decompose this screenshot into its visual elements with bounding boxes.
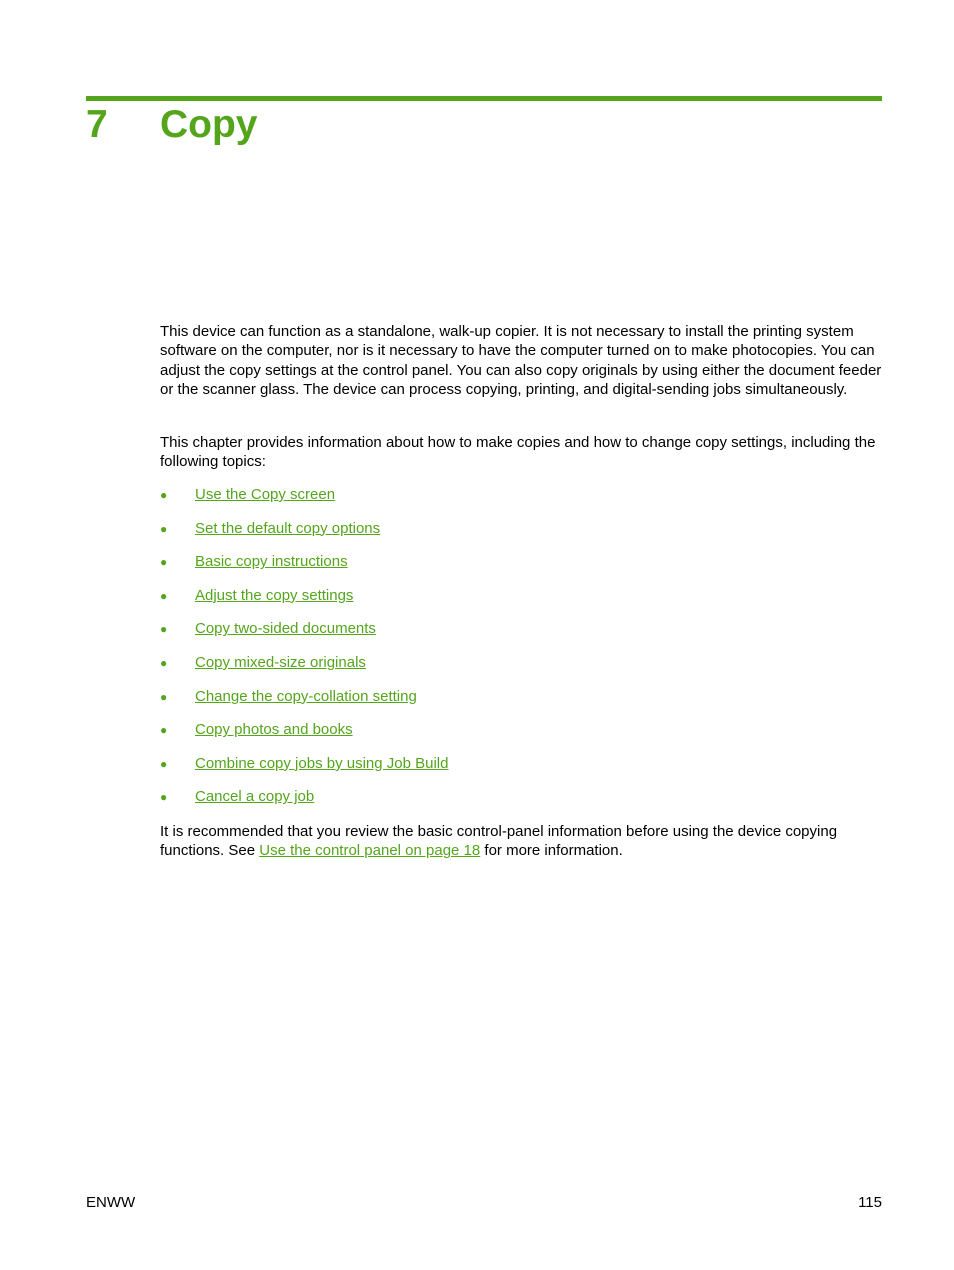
topic-link-adjust-copy-settings[interactable]: Adjust the copy settings	[195, 586, 354, 604]
intro-paragraph-2: This chapter provides information about how to make copies and how to change copy settings, including the following topics:	[160, 434, 876, 471]
bullet-icon: ●	[160, 790, 168, 805]
bullet-icon: ●	[160, 622, 168, 637]
bullet-icon: ●	[160, 756, 168, 771]
bullet-icon: ●	[160, 723, 168, 738]
topic-link-basic-copy-instructions[interactable]: Basic copy instructions	[195, 553, 348, 571]
topic-link-default-copy-options[interactable]: Set the default copy options	[195, 519, 381, 537]
closing-text-after: for more information.	[480, 842, 623, 860]
topic-link-photos-and-books[interactable]: Copy photos and books	[195, 721, 353, 739]
chapter-title: Copy	[160, 103, 258, 146]
topic-link-cancel-copy-job[interactable]: Cancel a copy job	[195, 788, 315, 806]
topic-link-mixed-size-originals[interactable]: Copy mixed-size originals	[195, 653, 366, 671]
bullet-icon: ●	[160, 588, 168, 603]
page-number: 115	[858, 1194, 882, 1211]
closing-paragraph	[160, 822, 884, 861]
bullet-icon: ●	[160, 655, 168, 670]
bullet-icon: ●	[160, 689, 168, 704]
intro-paragraph-1: This device can function as a standalone, walk-up copier. It is not necessary to install the printing system software on the computer, nor is it necessary to have the computer turned on to make photocopies. You can adjust the copy settings at the control panel. You can also copy originals by using either the document feeder or the scanner glass. The device can process copying, printing, and digital-sending jobs simultaneously.	[160, 323, 882, 399]
closing-text-before: It is recommended that you review the basic control-panel information before using the device copying functions. See	[160, 823, 838, 860]
bullet-icon: ●	[160, 555, 168, 570]
topic-link-job-build[interactable]: Combine copy jobs by using Job Build	[195, 754, 449, 772]
chapter-number: 7	[86, 103, 108, 146]
footer-label: ENWW	[86, 1194, 136, 1211]
bullet-icon: ●	[160, 488, 168, 502]
topic-link-use-copy-screen[interactable]: Use the Copy screen	[195, 486, 336, 503]
topic-link-two-sided-documents[interactable]: Copy two-sided documents	[195, 620, 376, 638]
bullet-icon: ●	[160, 521, 168, 536]
topic-link-collation-setting[interactable]: Change the copy-collation setting	[195, 687, 417, 705]
control-panel-link[interactable]: Use the control panel on page 18	[259, 842, 481, 860]
